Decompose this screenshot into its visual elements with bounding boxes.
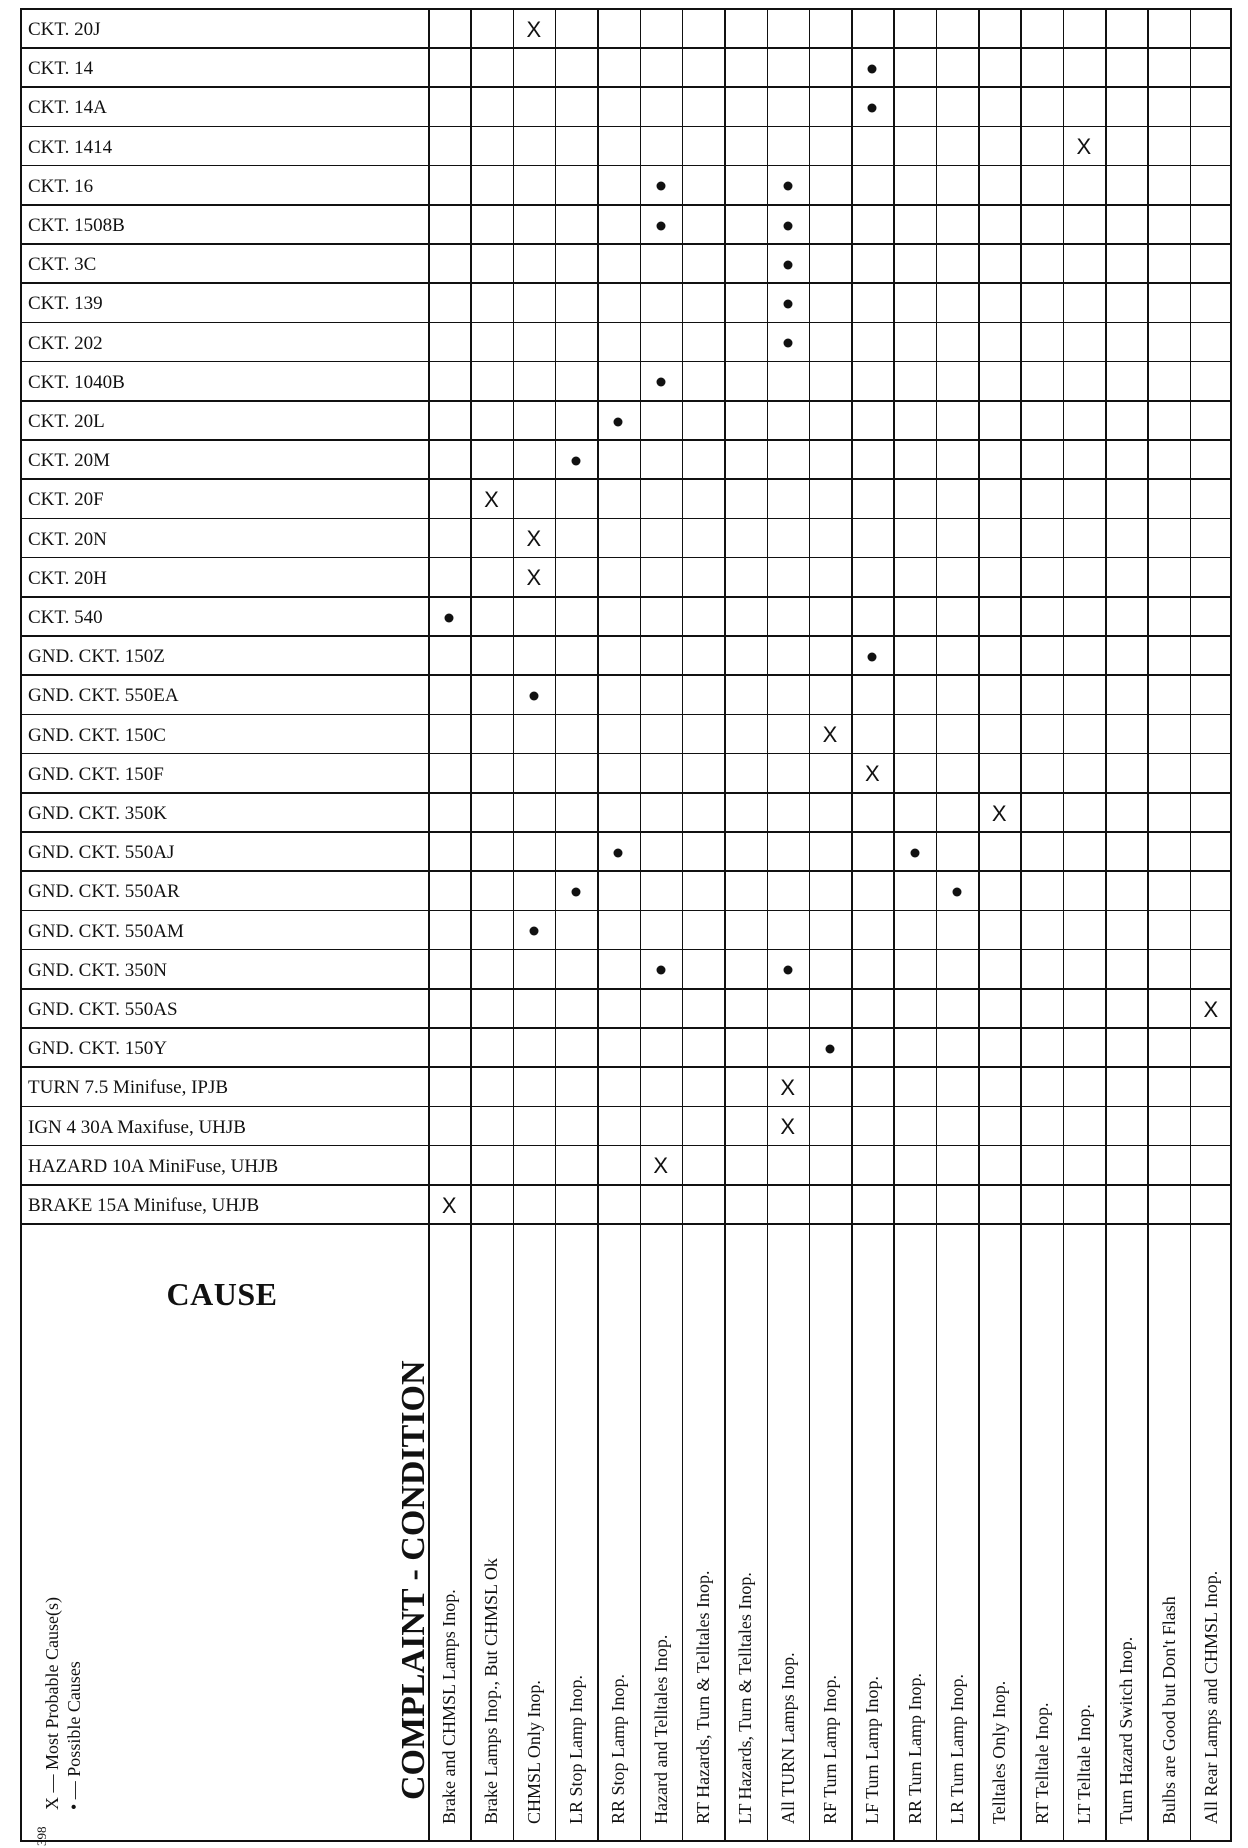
cause-row-label: HAZARD 10A MiniFuse, UHJB: [28, 1155, 279, 1177]
cause-row-label: CKT. 3C: [28, 254, 97, 276]
most-probable-cause-mark: X: [653, 1153, 669, 1179]
condition-column-label: RR Turn Lamp Inop.: [904, 1672, 925, 1824]
grid-hline: [20, 1027, 1232, 1029]
possible-cause-mark: [910, 848, 919, 857]
grid-hline: [20, 753, 1232, 755]
grid-vline: [1147, 8, 1149, 1842]
cause-row-label: CKT. 14: [28, 58, 94, 80]
grid-hline: [20, 282, 1232, 284]
cause-row-label: CKT. 1414: [28, 136, 113, 158]
possible-cause-mark: [826, 1044, 835, 1053]
cause-row-label: CKT. 139: [28, 293, 103, 315]
cause-row-label: CKT. 20N: [28, 528, 107, 550]
cause-row-label: CKT. 20H: [28, 567, 107, 589]
grid-hline: [20, 165, 1232, 167]
cause-row-label: CKT. 540: [28, 607, 103, 628]
most-probable-cause-mark: X: [780, 1075, 796, 1100]
grid-hline: [20, 988, 1232, 990]
grid-hline: [20, 47, 1232, 49]
possible-cause-mark: [529, 927, 538, 936]
cause-row-label: GND. CKT. 550AM: [28, 920, 184, 942]
possible-cause-mark: [783, 221, 792, 230]
grid-hline: [20, 126, 1232, 128]
cause-row-label: CKT. 20M: [28, 450, 110, 472]
cause-row-label: GND. CKT. 350N: [28, 959, 167, 981]
grid-hline: [20, 361, 1232, 363]
grid-vline: [640, 8, 642, 1842]
cause-row-label: GND. CKT. 350K: [28, 803, 167, 824]
condition-column-label: Brake Lamps Inop., But CHMSL Ok: [481, 1558, 502, 1824]
cause-row-label: CKT. 1040B: [28, 371, 125, 393]
legend-possible: • — Possible Causes: [64, 1661, 84, 1810]
cause-row-label: TURN 7.5 Minifuse, IPJB: [28, 1077, 229, 1099]
condition-column-label: Hazard and Telltales Inop.: [650, 1634, 671, 1824]
condition-column-label: Brake and CHMSL Lamps Inop.: [439, 1589, 460, 1824]
cause-row-label: GND. CKT. 150Y: [28, 1038, 167, 1060]
grid-hline: [20, 831, 1232, 833]
grid-vline: [978, 8, 980, 1842]
possible-cause-mark: [952, 888, 961, 897]
grid-vline: [1190, 8, 1192, 1842]
grid-vline: [767, 8, 769, 1842]
grid-hline: [20, 400, 1232, 402]
condition-column-label: LT Telltale Inop.: [1073, 1704, 1094, 1824]
condition-column-label: RR Stop Lamp Inop.: [608, 1673, 629, 1824]
grid-hline: [20, 478, 1232, 480]
condition-column-label: CHMSL Only Inop.: [523, 1680, 544, 1824]
grid-vline: [555, 8, 557, 1842]
condition-column-label: LR Turn Lamp Inop.: [946, 1673, 967, 1824]
possible-cause-mark: [614, 417, 623, 426]
most-probable-cause-mark: X: [441, 1192, 457, 1218]
possible-cause-mark: [572, 456, 581, 465]
condition-column-label: LR Stop Lamp Inop.: [566, 1675, 587, 1824]
grid-hline: [20, 322, 1232, 324]
legend-most-probable: X — Most Probable Cause(s): [42, 1597, 62, 1810]
most-probable-cause-mark: X: [526, 565, 542, 591]
cause-row-label: GND. CKT. 550AJ: [28, 842, 175, 864]
grid-hline: [20, 518, 1232, 520]
page-number: 398: [34, 1826, 49, 1846]
possible-cause-mark: [656, 378, 665, 387]
most-probable-cause-mark: X: [780, 1114, 796, 1140]
cause-row-label: GND. CKT. 550AR: [28, 881, 180, 903]
cause-row-label: IGN 4 30A Maxifuse, UHJB: [28, 1116, 246, 1138]
grid-hline: [20, 204, 1232, 206]
cause-row-label: GND. CKT. 150Z: [28, 646, 165, 668]
condition-column-label: LF Turn Lamp Inop.: [862, 1675, 883, 1824]
grid-vline: [1020, 8, 1022, 1842]
condition-column-label: Telltales Only Inop.: [989, 1680, 1010, 1824]
most-probable-cause-mark: X: [526, 16, 542, 42]
grid-vline: [513, 8, 515, 1842]
cause-row-label: GND. CKT. 150F: [28, 763, 164, 785]
grid-vline: [1105, 8, 1107, 1842]
grid-vline: [851, 8, 853, 1842]
most-probable-cause-mark: X: [484, 487, 499, 512]
possible-cause-mark: [529, 692, 538, 701]
cause-row-label: GND. CKT. 550EA: [28, 685, 179, 707]
most-probable-cause-mark: X: [1076, 134, 1092, 160]
possible-cause-mark: [783, 300, 792, 309]
possible-cause-mark: [868, 64, 877, 73]
possible-cause-mark: [783, 966, 792, 975]
grid-vline: [936, 8, 938, 1842]
cause-row-label: CKT. 20J: [28, 19, 101, 40]
grid-hline: [20, 910, 1232, 912]
possible-cause-mark: [614, 848, 623, 857]
cause-row-label: CKT. 202: [28, 332, 103, 354]
grid-hline: [20, 439, 1232, 441]
possible-cause-mark: [656, 182, 665, 191]
possible-cause-mark: [868, 104, 877, 113]
condition-column-label: Turn Hazard Switch Inop.: [1116, 1636, 1137, 1824]
condition-column-label: All Rear Lamps and CHMSL Inop.: [1200, 1570, 1221, 1824]
cause-row-label: GND. CKT. 550AS: [28, 999, 178, 1020]
most-probable-cause-mark: X: [1203, 996, 1219, 1022]
grid-hline: [20, 949, 1232, 951]
grid-vline: [809, 8, 811, 1842]
possible-cause-mark: [572, 888, 581, 897]
possible-cause-mark: [445, 613, 454, 622]
grid-hline: [20, 86, 1232, 88]
grid-hline: [20, 674, 1232, 676]
cause-row-label: CKT. 14A: [28, 97, 107, 119]
grid-hline: [20, 635, 1232, 637]
most-probable-cause-mark: X: [822, 722, 838, 748]
grid-vline: [470, 8, 472, 1842]
possible-cause-mark: [868, 652, 877, 661]
grid-hline: [20, 596, 1232, 598]
most-probable-cause-mark: X: [526, 526, 542, 552]
cause-row-label: GND. CKT. 150C: [28, 724, 166, 746]
cause-row-label: BRAKE 15A Minifuse, UHJB: [28, 1195, 260, 1216]
cause-row-label: CKT. 1508B: [28, 215, 125, 236]
cause-heading: CAUSE: [166, 1276, 278, 1312]
condition-column-label: RT Telltale Inop.: [1031, 1702, 1052, 1824]
grid-hline: [20, 714, 1232, 716]
most-probable-cause-mark: X: [864, 761, 880, 787]
most-probable-cause-mark: X: [991, 800, 1007, 826]
grid-hline: [20, 792, 1232, 794]
grid-vline: [893, 8, 895, 1842]
grid-vline: [724, 8, 726, 1842]
cause-row-label: CKT. 20L: [28, 411, 105, 432]
possible-cause-mark: [783, 260, 792, 269]
complaint-condition-heading: COMPLAINT - CONDITION: [395, 1360, 432, 1800]
grid-hline: [20, 1184, 1232, 1186]
grid-hline: [20, 1106, 1232, 1108]
grid-vline: [597, 8, 599, 1842]
possible-cause-mark: [783, 182, 792, 191]
condition-column-label: All TURN Lamps Inop.: [777, 1652, 798, 1824]
cause-row-label: CKT. 16: [28, 175, 94, 197]
possible-cause-mark: [656, 221, 665, 230]
condition-column-label: RT Hazards, Turn & Telltales Inop.: [693, 1570, 714, 1824]
grid-hline: [20, 8, 1232, 10]
condition-column-label: RF Turn Lamp Inop.: [820, 1674, 840, 1824]
grid-vline: [1063, 8, 1065, 1842]
grid-hline: [20, 1840, 1232, 1842]
condition-column-label: LT Hazards, Turn & Telltales Inop.: [735, 1572, 756, 1824]
grid-hline: [20, 557, 1232, 559]
possible-cause-mark: [656, 966, 665, 975]
grid-hline: [20, 1145, 1232, 1147]
grid-hline: [20, 870, 1232, 872]
grid-vline: [682, 8, 684, 1842]
condition-column-label: Bulbs are Good but Don't Flash: [1158, 1596, 1179, 1824]
grid-hline: [20, 1066, 1232, 1068]
grid-hline: [20, 243, 1232, 245]
grid-hline: [20, 1223, 1232, 1225]
cause-row-label: CKT. 20F: [28, 489, 104, 511]
possible-cause-mark: [783, 339, 792, 348]
